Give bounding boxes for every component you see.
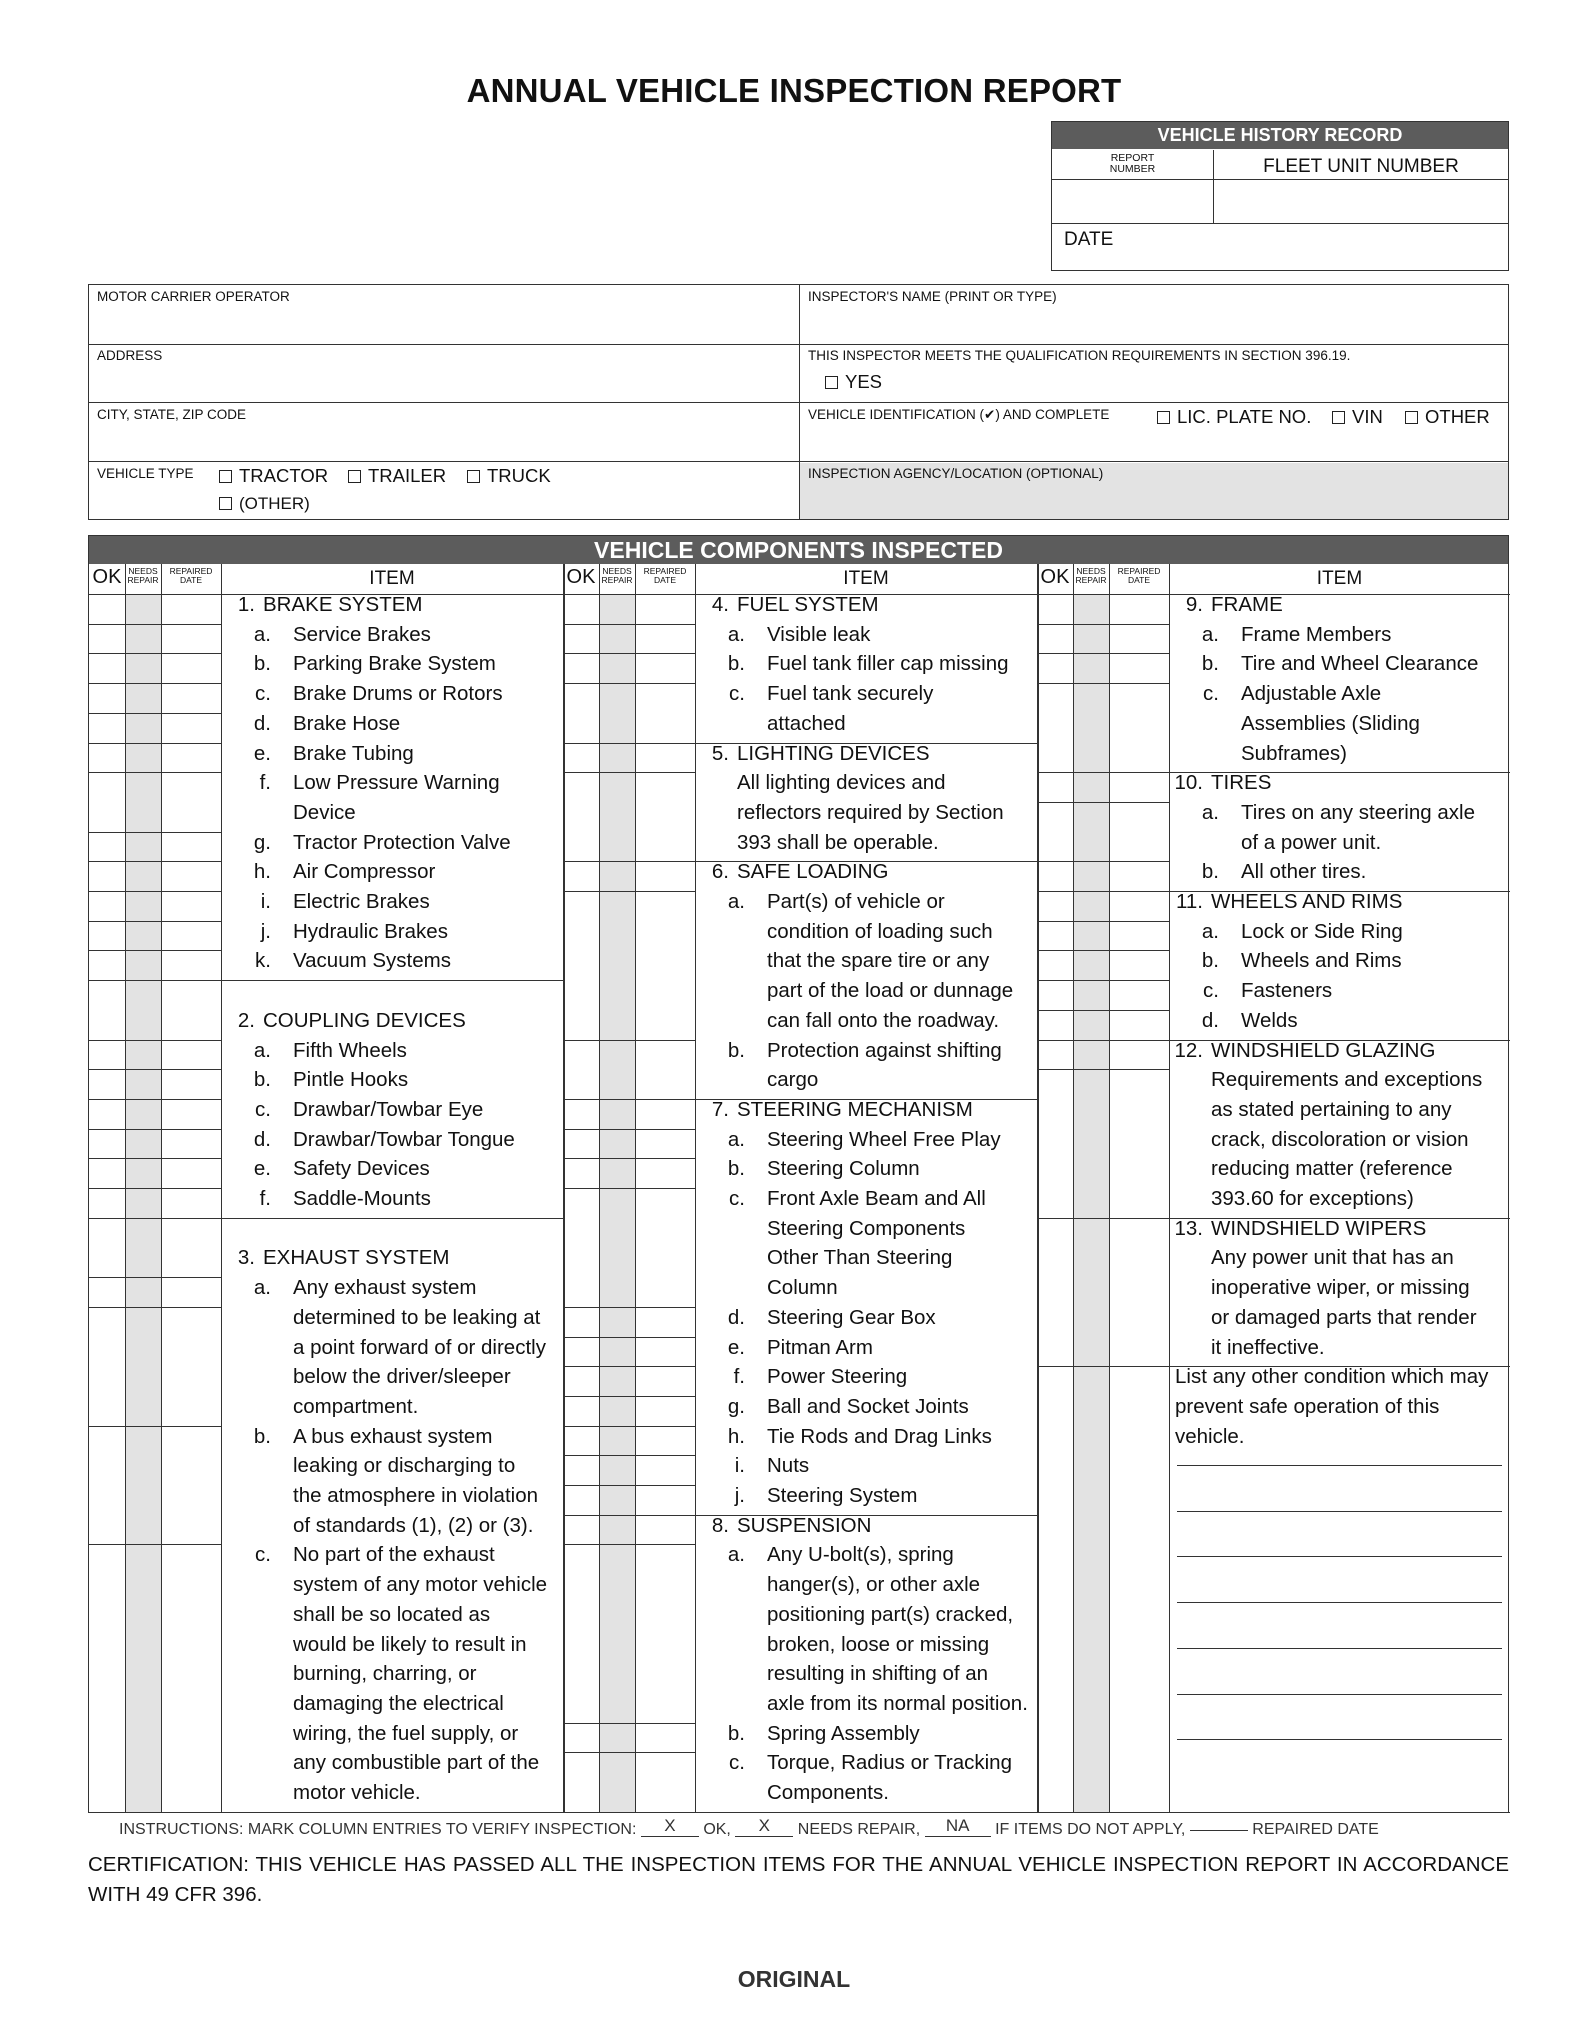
needs-repair-cell[interactable] — [125, 950, 161, 980]
ok-cell[interactable] — [89, 1040, 125, 1070]
ok-cell[interactable] — [563, 1396, 599, 1426]
truck-box[interactable] — [467, 470, 480, 483]
repaired-date-cell[interactable] — [161, 713, 221, 743]
col-repaired-header: REPAIRED DATE — [643, 566, 687, 585]
repaired-date-cell[interactable] — [161, 1158, 221, 1188]
ok-cell[interactable] — [1037, 772, 1073, 802]
needs-repair-cell[interactable] — [125, 1544, 161, 1811]
fleet-unit-label: FLEET UNIT NUMBER — [1263, 156, 1459, 177]
needs-repair-cell[interactable] — [125, 1307, 161, 1426]
col-item-header: ITEM — [369, 568, 415, 589]
ok-cell[interactable] — [1037, 653, 1073, 683]
needs-repair-cell[interactable] — [1073, 950, 1109, 980]
other-condition-line[interactable] — [1177, 1739, 1502, 1740]
repaired-date-cell[interactable] — [1109, 921, 1169, 951]
ok-cell[interactable] — [563, 1752, 599, 1811]
ok-cell[interactable] — [563, 1515, 599, 1545]
report-number-label: REPORT NUMBER — [1109, 152, 1156, 175]
address-field[interactable] — [89, 365, 798, 401]
repaired-date-cell[interactable] — [161, 891, 221, 921]
col-ok-header: OK — [92, 566, 122, 588]
needs-repair-cell[interactable] — [125, 1158, 161, 1188]
needs-repair-cell[interactable] — [599, 1752, 635, 1811]
ok-cell[interactable] — [1037, 594, 1073, 624]
col-needs-header: NEEDS REPAIR — [127, 566, 159, 585]
other-condition-line[interactable] — [1177, 1648, 1502, 1649]
ok-cell[interactable] — [89, 891, 125, 921]
needs-repair-cell[interactable] — [125, 743, 161, 773]
vin-box[interactable] — [1332, 411, 1345, 424]
ok-cell[interactable] — [89, 683, 125, 713]
repaired-date-cell[interactable] — [1109, 1069, 1169, 1218]
needs-repair-cell[interactable] — [1073, 1218, 1109, 1367]
needs-repair-cell[interactable] — [599, 1515, 635, 1545]
needs-repair-cell[interactable] — [599, 1188, 635, 1307]
repaired-date-cell[interactable] — [161, 950, 221, 980]
trailer-checkbox[interactable]: TRAILER — [348, 465, 446, 487]
other-type-box[interactable] — [219, 497, 232, 510]
needs-repair-cell[interactable] — [125, 1099, 161, 1129]
needs-repair-cell[interactable] — [125, 653, 161, 683]
repaired-date-cell[interactable] — [635, 1515, 695, 1545]
repaired-date-cell[interactable] — [635, 1396, 695, 1426]
repaired-date-cell[interactable] — [635, 683, 695, 742]
ok-cell[interactable] — [563, 1307, 599, 1337]
needs-repair-cell[interactable] — [1073, 1069, 1109, 1218]
needs-repair-cell[interactable] — [1073, 624, 1109, 654]
needs-repair-cell[interactable] — [599, 1307, 635, 1337]
other-condition-line[interactable] — [1177, 1511, 1502, 1512]
needs-repair-cell[interactable] — [599, 1544, 635, 1722]
ok-cell[interactable] — [89, 950, 125, 980]
repaired-date-cell[interactable] — [635, 772, 695, 861]
col-item-header: ITEM — [843, 568, 889, 589]
other-condition-line[interactable] — [1177, 1694, 1502, 1695]
repaired-date-cell[interactable] — [161, 1307, 221, 1426]
qualified-yes-checkbox[interactable]: YES — [825, 371, 882, 393]
needs-repair-cell[interactable] — [599, 743, 635, 773]
needs-repair-cell[interactable] — [1073, 1366, 1109, 1812]
repaired-date-cell[interactable] — [635, 1366, 695, 1396]
repaired-date-cell[interactable] — [161, 624, 221, 654]
repaired-date-cell[interactable] — [161, 1099, 221, 1129]
ok-cell[interactable] — [89, 921, 125, 951]
repaired-date-cell[interactable] — [635, 1752, 695, 1811]
inspector-name-field[interactable] — [800, 307, 1508, 343]
col-ok-header: OK — [566, 566, 596, 588]
repaired-date-cell[interactable] — [635, 653, 695, 683]
repaired-date-cell[interactable] — [161, 1277, 221, 1307]
needs-repair-cell[interactable] — [599, 594, 635, 624]
ok-cell[interactable] — [563, 683, 599, 742]
instr-needs-mark: X — [735, 1816, 793, 1837]
repaired-date-cell[interactable] — [1109, 950, 1169, 980]
repaired-date-cell[interactable] — [161, 1040, 221, 1070]
ok-cell[interactable] — [89, 980, 125, 1039]
ok-cell[interactable] — [1037, 1218, 1073, 1367]
col-needs-header: NEEDS REPAIR — [1075, 566, 1107, 585]
ok-cell[interactable] — [1037, 1040, 1073, 1070]
needs-repair-cell[interactable] — [599, 861, 635, 891]
vin-checkbox[interactable]: VIN — [1332, 406, 1383, 428]
ok-cell[interactable] — [563, 1158, 599, 1188]
repaired-date-cell[interactable] — [635, 1723, 695, 1753]
repaired-date-cell[interactable] — [161, 861, 221, 891]
ok-cell[interactable] — [1037, 950, 1073, 980]
ok-cell[interactable] — [563, 891, 599, 1040]
needs-repair-cell[interactable] — [1073, 1040, 1109, 1070]
repaired-date-cell[interactable] — [161, 1218, 221, 1277]
repaired-date-cell[interactable] — [1109, 772, 1169, 802]
ok-cell[interactable] — [89, 1099, 125, 1129]
vehicle-id-label: VEHICLE IDENTIFICATION (✔) AND COMPLETE — [808, 407, 1110, 422]
report-title: ANNUAL VEHICLE INSPECTION REPORT — [466, 72, 1122, 109]
ok-cell[interactable] — [563, 772, 599, 861]
repaired-date-cell[interactable] — [161, 1069, 221, 1099]
ok-cell[interactable] — [1037, 980, 1073, 1010]
needs-repair-cell[interactable] — [125, 1426, 161, 1545]
repaired-date-cell[interactable] — [635, 1455, 695, 1485]
needs-repair-cell[interactable] — [599, 1426, 635, 1456]
trailer-box[interactable] — [348, 470, 361, 483]
repaired-date-cell[interactable] — [1109, 1040, 1169, 1070]
components-table: VEHICLE COMPONENTS INSPECTED OK NEEDS REPAIR REPAIRED DATE ITEM 1. BRAKE SYSTEM a. Service Brakes b. Parking Brake System c. Brake Drums or Rotors d. Brake Hose e. Brake Tubing f. Low Pressure Warning Device g. Tractor Protection Valve h. Air Compressor i. Electric Brakes j. Hydraulic Brakes k. Vacuum Systems 2. COUPLING DEVICES a. Fifth Wheels b. Pintle Hooks c. Drawbar/Towbar Eye d. Drawbar/Towbar Tongue e. Safety Devices f. Saddle-Mounts 3. EXHAUST SYSTEM a. Any exhaust system determined to be leaking at a point forward of or directly below the driver/sleeper compartment. b. A bus exhaust system leaking or discharging to the atmosphere in violation of standards (1), (2) or (3). c. No part of the exhaust system of any motor vehicle shall be so located as would be likely to result in burning, charring, or damaging the electrical wiring, the fuel supply, or any combustible part of the motor vehicle. OK NEEDS REPAIR REPAIRED DATE ITEM 4. FUEL SYSTEM a. Visible leak b. Fuel tank filler cap missing c. Fuel tank securely attached 5. LIGHTING DEVICES All lighting devices and reflectors required by Section 393 shall be operable. 6. SAFE LOADING a. Part(s) of vehicle or condition of loading such that the spare tire or any part of the load or dunnage can fall onto the roadway. b. Protection against shifting cargo 7. STEERING MECHANISM a. Steering Wheel Free Play b. Steering Column c. Front Axle Beam and All Steering Components Other Than Steering Column d. Steering Gear Box e. Pitman Arm f. Power Steering g. Ball and Socket Joints h. Tie Rods and Drag Links i. Nuts j. Steering System 8. SUSPENSION a. Any U-bolt(s), spring hanger(s), or other axle positioning part(s) cracked, broken, loose or missing resulting in shifting of an axle from its normal position. b. Spring Assembly c. Torque, Radius or Tracking Components. OK NEEDS REPAIR REPAIRED DATE ITEM 9. FRAME a. Frame Members b. Tire and Wheel Clearance c. Adjustable Axle Assemblies (Sliding Subframes) 10. TIRES a. Tires on any steering axle of a power unit. b. All other tires. 11. WHEELS AND RIMS a. Lock or Side Ring b. Wheels and Rims c. Fasteners d. Welds 12. WINDSHIELD GLAZING Requirements and exceptions as stated pertaining to any crack, discoloration or vision reducing matter (reference 393.60 for exceptions) 13. WINDSHIELD WIPERS Any power unit that has an inoperative wiper, or missing or damaged parts that render it ineffective. List any other condition which may prevent safe operation of this vehicle. INSTRUCTIONS: MARK COLUMN ENTRIES TO VERIFY INSPECTION: X OK, X NEEDS REPAIR, NA IF ITEMS DO NOT APPLY, REPAIRED DATE — [88, 535, 1509, 1813]
needs-repair-cell[interactable] — [125, 1069, 161, 1099]
repaired-date-cell[interactable] — [635, 1040, 695, 1099]
needs-repair-cell[interactable] — [599, 891, 635, 1040]
ok-cell[interactable] — [1037, 683, 1073, 772]
motor-carrier-label: MOTOR CARRIER OPERATOR — [97, 289, 290, 304]
history-header: VEHICLE HISTORY RECORD — [1052, 122, 1508, 149]
needs-repair-cell[interactable] — [1073, 683, 1109, 772]
ok-cell[interactable] — [1037, 1010, 1073, 1040]
repaired-date-cell[interactable] — [635, 1426, 695, 1456]
ok-cell[interactable] — [563, 1426, 599, 1456]
vehicle-history-record — [1051, 121, 1509, 271]
needs-repair-cell[interactable] — [125, 713, 161, 743]
repaired-date-cell[interactable] — [161, 743, 221, 773]
other-conditions-text: prevent safe operation of this — [1175, 1394, 1440, 1418]
original-footer: ORIGINAL — [737, 1966, 851, 1992]
repaired-date-cell[interactable] — [1109, 1010, 1169, 1040]
instr-repaired-blank — [1190, 1830, 1248, 1831]
ok-cell[interactable] — [89, 1129, 125, 1159]
needs-repair-cell[interactable] — [125, 772, 161, 831]
ok-cell[interactable] — [89, 832, 125, 862]
city-state-zip-label: CITY, STATE, ZIP CODE — [97, 407, 247, 422]
repaired-date-cell[interactable] — [161, 1129, 221, 1159]
needs-repair-cell[interactable] — [1073, 802, 1109, 861]
repaired-date-cell[interactable] — [635, 594, 695, 624]
needs-repair-cell[interactable] — [599, 1366, 635, 1396]
repaired-date-cell[interactable] — [635, 861, 695, 891]
needs-repair-cell[interactable] — [599, 1396, 635, 1426]
needs-repair-cell[interactable] — [599, 1158, 635, 1188]
repaired-date-cell[interactable] — [161, 1544, 221, 1811]
other-condition-line[interactable] — [1177, 1465, 1502, 1466]
ok-cell[interactable] — [89, 1277, 125, 1307]
date-field[interactable] — [1132, 225, 1508, 269]
ok-cell[interactable] — [563, 1485, 599, 1515]
ok-cell[interactable] — [89, 1188, 125, 1218]
lic-plate-box[interactable] — [1157, 411, 1170, 424]
motor-carrier-field[interactable] — [89, 307, 798, 343]
vehicle-type-label: VEHICLE TYPE — [97, 466, 194, 481]
ok-cell[interactable] — [89, 1218, 125, 1277]
inspection-agency-field[interactable] — [800, 483, 1508, 519]
repaired-date-cell[interactable] — [635, 1129, 695, 1159]
ok-cell[interactable] — [1037, 891, 1073, 921]
needs-repair-cell[interactable] — [125, 594, 161, 624]
ok-cell[interactable] — [563, 743, 599, 773]
repaired-date-cell[interactable] — [635, 624, 695, 654]
repaired-date-cell[interactable] — [1109, 653, 1169, 683]
fleet-unit-field[interactable] — [1214, 181, 1508, 224]
repaired-date-cell[interactable] — [635, 1337, 695, 1367]
repaired-date-cell[interactable] — [635, 1544, 695, 1722]
ok-cell[interactable] — [1037, 624, 1073, 654]
needs-repair-cell[interactable] — [1073, 891, 1109, 921]
other-id-box[interactable] — [1405, 411, 1418, 424]
ok-cell[interactable] — [89, 772, 125, 831]
ok-cell[interactable] — [1037, 802, 1073, 861]
ok-cell[interactable] — [563, 1723, 599, 1753]
needs-repair-cell[interactable] — [1073, 861, 1109, 891]
needs-repair-cell[interactable] — [599, 1485, 635, 1515]
repaired-date-cell[interactable] — [635, 1307, 695, 1337]
repaired-date-cell[interactable] — [1109, 861, 1169, 891]
ok-cell[interactable] — [563, 1188, 599, 1307]
needs-repair-cell[interactable] — [599, 1455, 635, 1485]
repaired-date-cell[interactable] — [1109, 594, 1169, 624]
needs-repair-cell[interactable] — [125, 1277, 161, 1307]
col-item-header: ITEM — [1316, 568, 1363, 589]
needs-repair-cell[interactable] — [1073, 653, 1109, 683]
ok-cell[interactable] — [1037, 1366, 1073, 1812]
ok-cell[interactable] — [563, 653, 599, 683]
other-conditions-text: List any other condition which may — [1175, 1365, 1489, 1389]
ok-cell[interactable] — [563, 1040, 599, 1099]
report-number-field[interactable] — [1052, 181, 1213, 224]
needs-repair-cell[interactable] — [599, 624, 635, 654]
needs-repair-cell[interactable] — [599, 1129, 635, 1159]
repaired-date-cell[interactable] — [161, 921, 221, 951]
ok-cell[interactable] — [563, 624, 599, 654]
col-needs-header: NEEDS REPAIR — [601, 566, 633, 585]
needs-repair-cell[interactable] — [599, 1337, 635, 1367]
col-repaired-header: REPAIRED DATE — [1117, 566, 1161, 585]
repaired-date-cell[interactable] — [1109, 1366, 1169, 1812]
repaired-date-cell[interactable] — [1109, 1218, 1169, 1367]
repaired-date-cell[interactable] — [1109, 802, 1169, 861]
other-conditions-text: vehicle. — [1175, 1424, 1245, 1448]
needs-repair-cell[interactable] — [1073, 772, 1109, 802]
col-repaired-header: REPAIRED DATE — [169, 566, 213, 585]
ok-cell[interactable] — [89, 861, 125, 891]
ok-cell[interactable] — [89, 1158, 125, 1188]
repaired-date-cell[interactable] — [1109, 624, 1169, 654]
repaired-date-cell[interactable] — [635, 743, 695, 773]
needs-repair-cell[interactable] — [599, 1723, 635, 1753]
truck-checkbox[interactable]: TRUCK — [467, 465, 551, 487]
needs-repair-cell[interactable] — [125, 1129, 161, 1159]
repaired-date-cell[interactable] — [161, 772, 221, 831]
ok-cell[interactable] — [89, 743, 125, 773]
address-label: ADDRESS — [97, 348, 163, 363]
ok-cell[interactable] — [563, 861, 599, 891]
col-ok-header: OK — [1040, 566, 1070, 588]
ok-cell[interactable] — [89, 1426, 125, 1545]
ok-cell[interactable] — [89, 594, 125, 624]
needs-repair-cell[interactable] — [599, 1040, 635, 1099]
repaired-date-cell[interactable] — [635, 1158, 695, 1188]
ok-cell[interactable] — [89, 1069, 125, 1099]
needs-repair-cell[interactable] — [1073, 594, 1109, 624]
ok-cell[interactable] — [89, 653, 125, 683]
instructions: INSTRUCTIONS: MARK COLUMN ENTRIES TO VERIFY INSPECTION: X OK, X NEEDS REPAIR, NA IF ITEMS DO NOT APPLY, REPAIRED DATE — [119, 1816, 1379, 1838]
ok-cell[interactable] — [89, 713, 125, 743]
other-condition-line[interactable] — [1177, 1556, 1502, 1557]
needs-repair-cell[interactable] — [125, 1218, 161, 1277]
repaired-date-cell[interactable] — [161, 980, 221, 1039]
yes-box[interactable] — [825, 376, 838, 389]
ok-cell[interactable] — [1037, 1069, 1073, 1218]
tractor-checkbox[interactable]: TRACTOR — [219, 465, 328, 487]
needs-repair-cell[interactable] — [125, 832, 161, 862]
repaired-date-cell[interactable] — [161, 832, 221, 862]
needs-repair-cell[interactable] — [1073, 921, 1109, 951]
repaired-date-cell[interactable] — [161, 1426, 221, 1545]
needs-repair-cell[interactable] — [599, 683, 635, 742]
ok-cell[interactable] — [89, 1307, 125, 1426]
repaired-date-cell[interactable] — [635, 891, 695, 1040]
needs-repair-cell[interactable] — [125, 683, 161, 713]
needs-repair-cell[interactable] — [125, 1188, 161, 1218]
repaired-date-cell[interactable] — [161, 683, 221, 713]
needs-repair-cell[interactable] — [599, 1099, 635, 1129]
other-condition-line[interactable] — [1177, 1602, 1502, 1603]
components-header: VEHICLE COMPONENTS INSPECTED — [89, 536, 1508, 564]
inspector-name-label: INSPECTOR'S NAME (PRINT OR TYPE) — [808, 289, 1057, 304]
tractor-box[interactable] — [219, 470, 232, 483]
repaired-date-cell[interactable] — [161, 1188, 221, 1218]
ok-cell[interactable] — [1037, 921, 1073, 951]
needs-repair-cell[interactable] — [125, 891, 161, 921]
needs-repair-cell[interactable] — [125, 1040, 161, 1070]
lic-plate-checkbox[interactable]: LIC. PLATE NO. — [1157, 406, 1311, 428]
repaired-date-cell[interactable] — [1109, 891, 1169, 921]
ok-cell[interactable] — [89, 1544, 125, 1811]
carrier-info-grid — [88, 284, 1509, 520]
needs-repair-cell[interactable] — [125, 921, 161, 951]
repaired-date-cell[interactable] — [635, 1099, 695, 1129]
ok-cell[interactable] — [89, 624, 125, 654]
qualification-label: THIS INSPECTOR MEETS THE QUALIFICATION REQUIREMENTS IN SECTION 396.19. — [808, 348, 1351, 363]
other-type-checkbox[interactable]: (OTHER) — [219, 494, 310, 514]
repaired-date-cell[interactable] — [1109, 980, 1169, 1010]
repaired-date-cell[interactable] — [161, 594, 221, 624]
ok-cell[interactable] — [563, 1337, 599, 1367]
needs-repair-cell[interactable] — [125, 624, 161, 654]
needs-repair-cell[interactable] — [125, 861, 161, 891]
ok-cell[interactable] — [563, 1455, 599, 1485]
ok-cell[interactable] — [563, 1366, 599, 1396]
instr-ok-mark: X — [641, 1816, 699, 1837]
needs-repair-cell[interactable] — [599, 653, 635, 683]
ok-cell[interactable] — [1037, 861, 1073, 891]
certification-text: CERTIFICATION: THIS VEHICLE HAS PASSED ALL THE INSPECTION ITEMS FOR THE ANNUAL VEHICLE INSPECTION REPORT IN ACCORDANCE WITH 49 CFR 396. — [88, 1853, 1509, 1906]
instr-na-mark: NA — [925, 1816, 991, 1837]
city-state-zip-field[interactable] — [89, 425, 798, 461]
repaired-date-cell[interactable] — [1109, 683, 1169, 772]
needs-repair-cell[interactable] — [599, 772, 635, 861]
needs-repair-cell[interactable] — [1073, 1010, 1109, 1040]
ok-cell[interactable] — [563, 594, 599, 624]
inspection-agency-label: INSPECTION AGENCY/LOCATION (OPTIONAL) — [808, 466, 1104, 481]
ok-cell[interactable] — [563, 1129, 599, 1159]
ok-cell[interactable] — [563, 1099, 599, 1129]
repaired-date-cell[interactable] — [635, 1485, 695, 1515]
needs-repair-cell[interactable] — [125, 980, 161, 1039]
other-id-checkbox[interactable]: OTHER — [1405, 406, 1490, 428]
needs-repair-cell[interactable] — [1073, 980, 1109, 1010]
date-label: DATE — [1064, 229, 1114, 250]
repaired-date-cell[interactable] — [635, 1188, 695, 1307]
repaired-date-cell[interactable] — [161, 653, 221, 683]
ok-cell[interactable] — [563, 1544, 599, 1722]
